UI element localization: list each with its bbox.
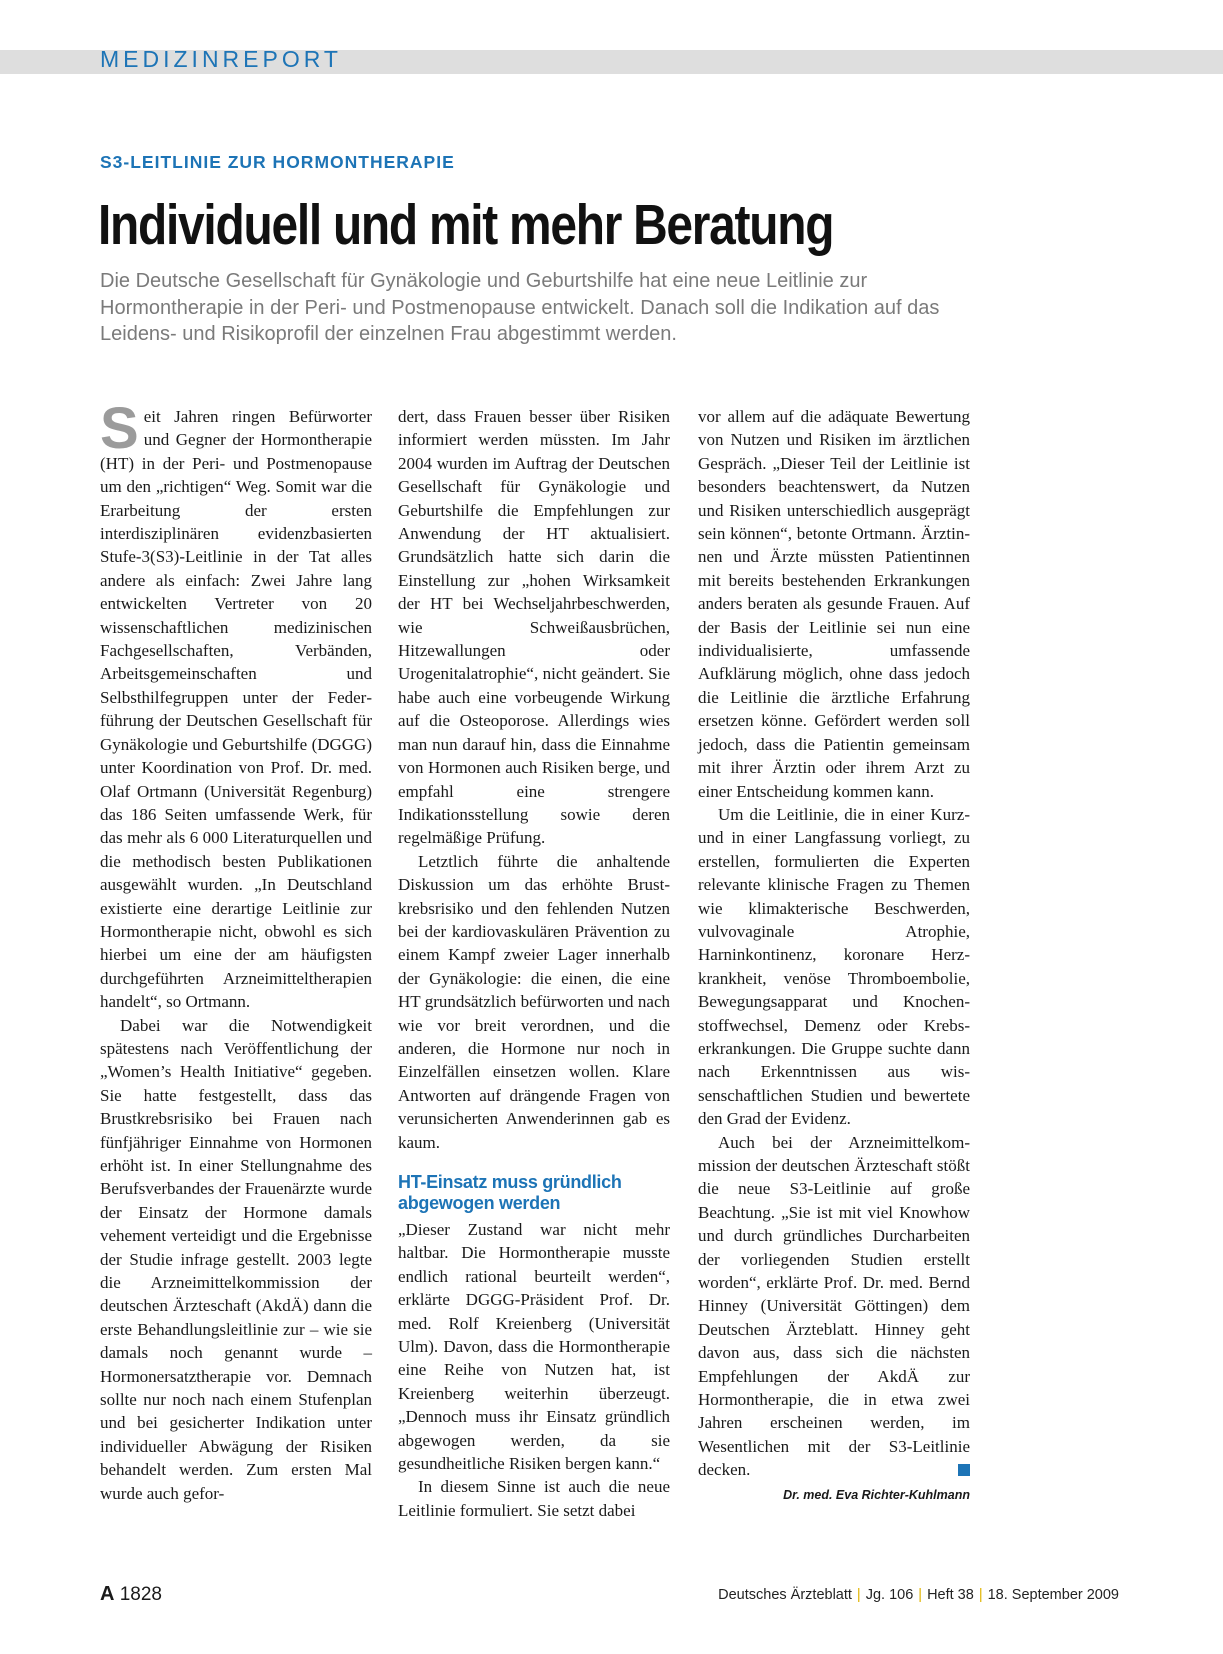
volume: Jg. 106 (865, 1587, 914, 1603)
paragraph-text: Auch bei der Arzneimittelkommission der deutschen Ärzteschaft stößt die neue S3-Leitlinie auf große Beachtung. „Sie ist mit viel Knowhow und durch gründliches Durcharbeiten der vorliegenden Studien erstellt worden“, erklärte Prof. Dr. med. Bernd Hinney (Universität Göttingen) dem Deutschen Ärzteblatt. Hinney geht davon aus, dass sich die nächsten Empfehlungen der AkdÄ zur Hormontherapie, die in etwa zwei Jahren erscheinen werden, im Wesentlichen mit der S3-Leitlinie decken. (698, 1132, 970, 1480)
paragraph: Dabei war die Notwendigkeit spätestens nach Veröffentlichung der „Women’s Health Initiative“ gegeben. Sie hatte festgestellt, dass das Brustkrebsrisiko bei Frauen nach fünfjähriger Einnahme von Hormonen erhöht ist. In einer Stellungnahme des Berufsverbandes der Frauenärzte wurde der Einsatz der Hormone damals vehement verteidigt und die Ergebnisse der Studie infrage gestellt. 2003 legte die Arzneimittelkommission der deutschen Ärzteschaft (AkdÄ) dann die erste Behandlungsleitlinie zur – wie sie damals noch genannt wurde – Hormonersatztherapie vor. Demnach sollte nur noch nach einem Stufenplan und bei gesicherter Indikation unter individueller Abwägung der Risiken behandelt werden. Zum ersten Mal wurde auch gefor- (100, 1015, 372, 1503)
footer-info (718, 1587, 1119, 1603)
column-3 (698, 405, 970, 1506)
paragraph: „Dieser Zustand war nicht mehr haltbar. Die Hormontherapie musste endlich rational beurteilt werden“, erklärte DGGG-Präsident Prof. Dr. med. Rolf Kreienberg (Universität Ulm). Davon, dass die Hormontherapie eine Reihe von Nutzen hat, ist Kreienberg weiterhin überzeugt. „Dennoch muss ihr Einsatz gründlich abgewogen werden, da sie gesundheitliche Risiken bergen kann.“ (398, 1220, 670, 1474)
separator: | (918, 1587, 923, 1603)
paragraph (100, 396, 372, 1014)
paragraph: dert, dass Frauen besser über Risiken informiert werden müssten. Im Jahr 2004 wurden im Auftrag der Deutschen Gesellschaft für Gynäkologie und Geburtshilfe die Empfehlungen zur Anwendung der HT aktualisiert. Grundsätzlich hatte sich darin die Einstellung zur „hohen Wirksamkeit der HT bei Wechseljahrbeschwerden, wie Schweißausbrüchen, Hitzewallungen oder Urogenitalatrophie“, nicht geändert. Sie habe auch eine vorbeugende Wirkung auf die Osteoporose. Allerdings wies man nun darauf hin, dass die Einnahme von Hormonen auch Risiken berge, und empfahl eine strengere Indikationsstellung sowie deren regelmäßige Prüfung. (398, 407, 670, 848)
kicker: S3-LEITLINIE ZUR HORMONTHERAPIE (100, 152, 455, 172)
lead-paragraph: Die Deutsche Gesellschaft für Gynäkologie und Geburtshilfe hat eine neue Leitlinie zur Hormontherapie in der Peri- und Postmenopause entwickelt. Danach soll die Indikation auf das Leidens- und Risikoprofil der einzelnen Frau abgestimmt werden. (100, 270, 940, 345)
subheading: HT-Einsatz muss gründlich abgewogen werden (398, 1172, 622, 1213)
paragraph: Letztlich führte die anhaltende Diskussion um das erhöhte Brustkrebsrisiko und den fehlenden Nutzen bei der kardiovaskulären Prävention zu einem Kampf zweier Lager innerhalb der Gynäkologie: die einen, die eine HT grundsätzlich befürworten und nach wie vor breit verordnen, und die anderen, die Hormone nur noch in Einzelfällen einsetzen wollen. Klare Antworten auf drängende Fragen von verunsicherten Anwenderinnen gab es kaum. (398, 851, 670, 1152)
issue-date: 18. September 2009 (987, 1587, 1119, 1603)
section-rubric: MEDIZINREPORT (100, 46, 342, 72)
column-1 (100, 396, 372, 1505)
column-2 (398, 405, 670, 1522)
separator: | (978, 1587, 983, 1603)
headline: Individuell und mit mehr Beratung (98, 193, 834, 257)
paragraph-text: eit Jahren ringen Befürworter und Gegner der Hormontherapie (HT) in der Peri- und Postmenopause um den „richtigen“ Weg. Somit war die Erarbeitung der ersten interdisziplinären evidenzbasierten Stufe-3(S3)-Leitlinie in der Tat alles andere als einfach: Zwei Jahre lang entwickelten Vertreter von 20 wissenschaftlichen medizinischen Fachgesellschaften, Verbänden, Arbeitsgemeinschaften und Selbsthilfegruppen unter der Federführung der Deutschen Gesellschaft für Gynäkologie und Geburtshilfe (DGGG) unter Koordination von Prof. Dr. med. Olaf Ortmann (Universität Regenburg) das 186 Seiten umfassende Werk, für das mehr als 6 000 Literaturquellen und die methodisch besten Publikationen ausgewählt wurden. „In Deutschland existierte eine derartige Leitlinie zur Hormontherapie nicht, obwohl es sich hierbei um eine der am häufigsten durchgeführten Arzneimitteltherapien handelt“, so Ortmann. (100, 407, 372, 1012)
end-mark-icon (958, 1464, 970, 1476)
paragraph: In diesem Sinne ist auch die neue Leitlinie formuliert. Sie setzt dabei (398, 1477, 670, 1520)
paragraph: Um die Leitlinie, die in einer Kurz- und in einer Langfassung vorliegt, zu erstellen, formulierten die Experten relevante klinische Fragen zu Themen wie klimakterische Beschwerden, vulvovaginale Atrophie, Harninkontinenz, koronare Herzkrankheit, venöse Thromboembolie, Bewegungsapparat und Knochenstoffwechsel, Demenz oder Krebserkrankungen. Die Gruppe suchte dann nach Erkenntnissen aus wissenschaftlichen Studien und bewertete den Grad der Evidenz. (698, 804, 970, 1129)
separator: | (856, 1587, 861, 1603)
paragraph (698, 1131, 970, 1482)
page-letter: A (100, 1583, 115, 1605)
issue: Heft 38 (927, 1587, 974, 1603)
page-number-value: 1828 (119, 1584, 163, 1605)
drop-cap: S (100, 396, 139, 461)
page-number (100, 1583, 162, 1606)
paragraph: vor allem auf die adäquate Bewertung von Nutzen und Risiken im ärztlichen Gespräch. „Dieser Teil der Leitlinie ist besonders beachtenswert, da Nutzen und Risiken unterschiedlich ausgeprägt sein können“, betonte Ortmann. Ärztinnen und Ärzte müssten Patientinnen mit bereits bestehenden Erkrankungen anders beraten als gesunde Frauen. Auf der Basis der Leitlinie sei nun eine individualisierte, umfassende Aufklärung möglich, ohne dass jedoch die Leitlinie die ärztliche Erfahrung ersetzen könne. Gefördert werden soll jedoch, dass die Patientin gemeinsam mit ihrer Ärztin oder ihrem Arzt zu einer Entscheidung kommen kann. (698, 407, 970, 801)
author-byline: Dr. med. Eva Richter-Kuhlmann (783, 1487, 970, 1502)
journal-name: Deutsches Ärzteblatt (718, 1587, 852, 1603)
